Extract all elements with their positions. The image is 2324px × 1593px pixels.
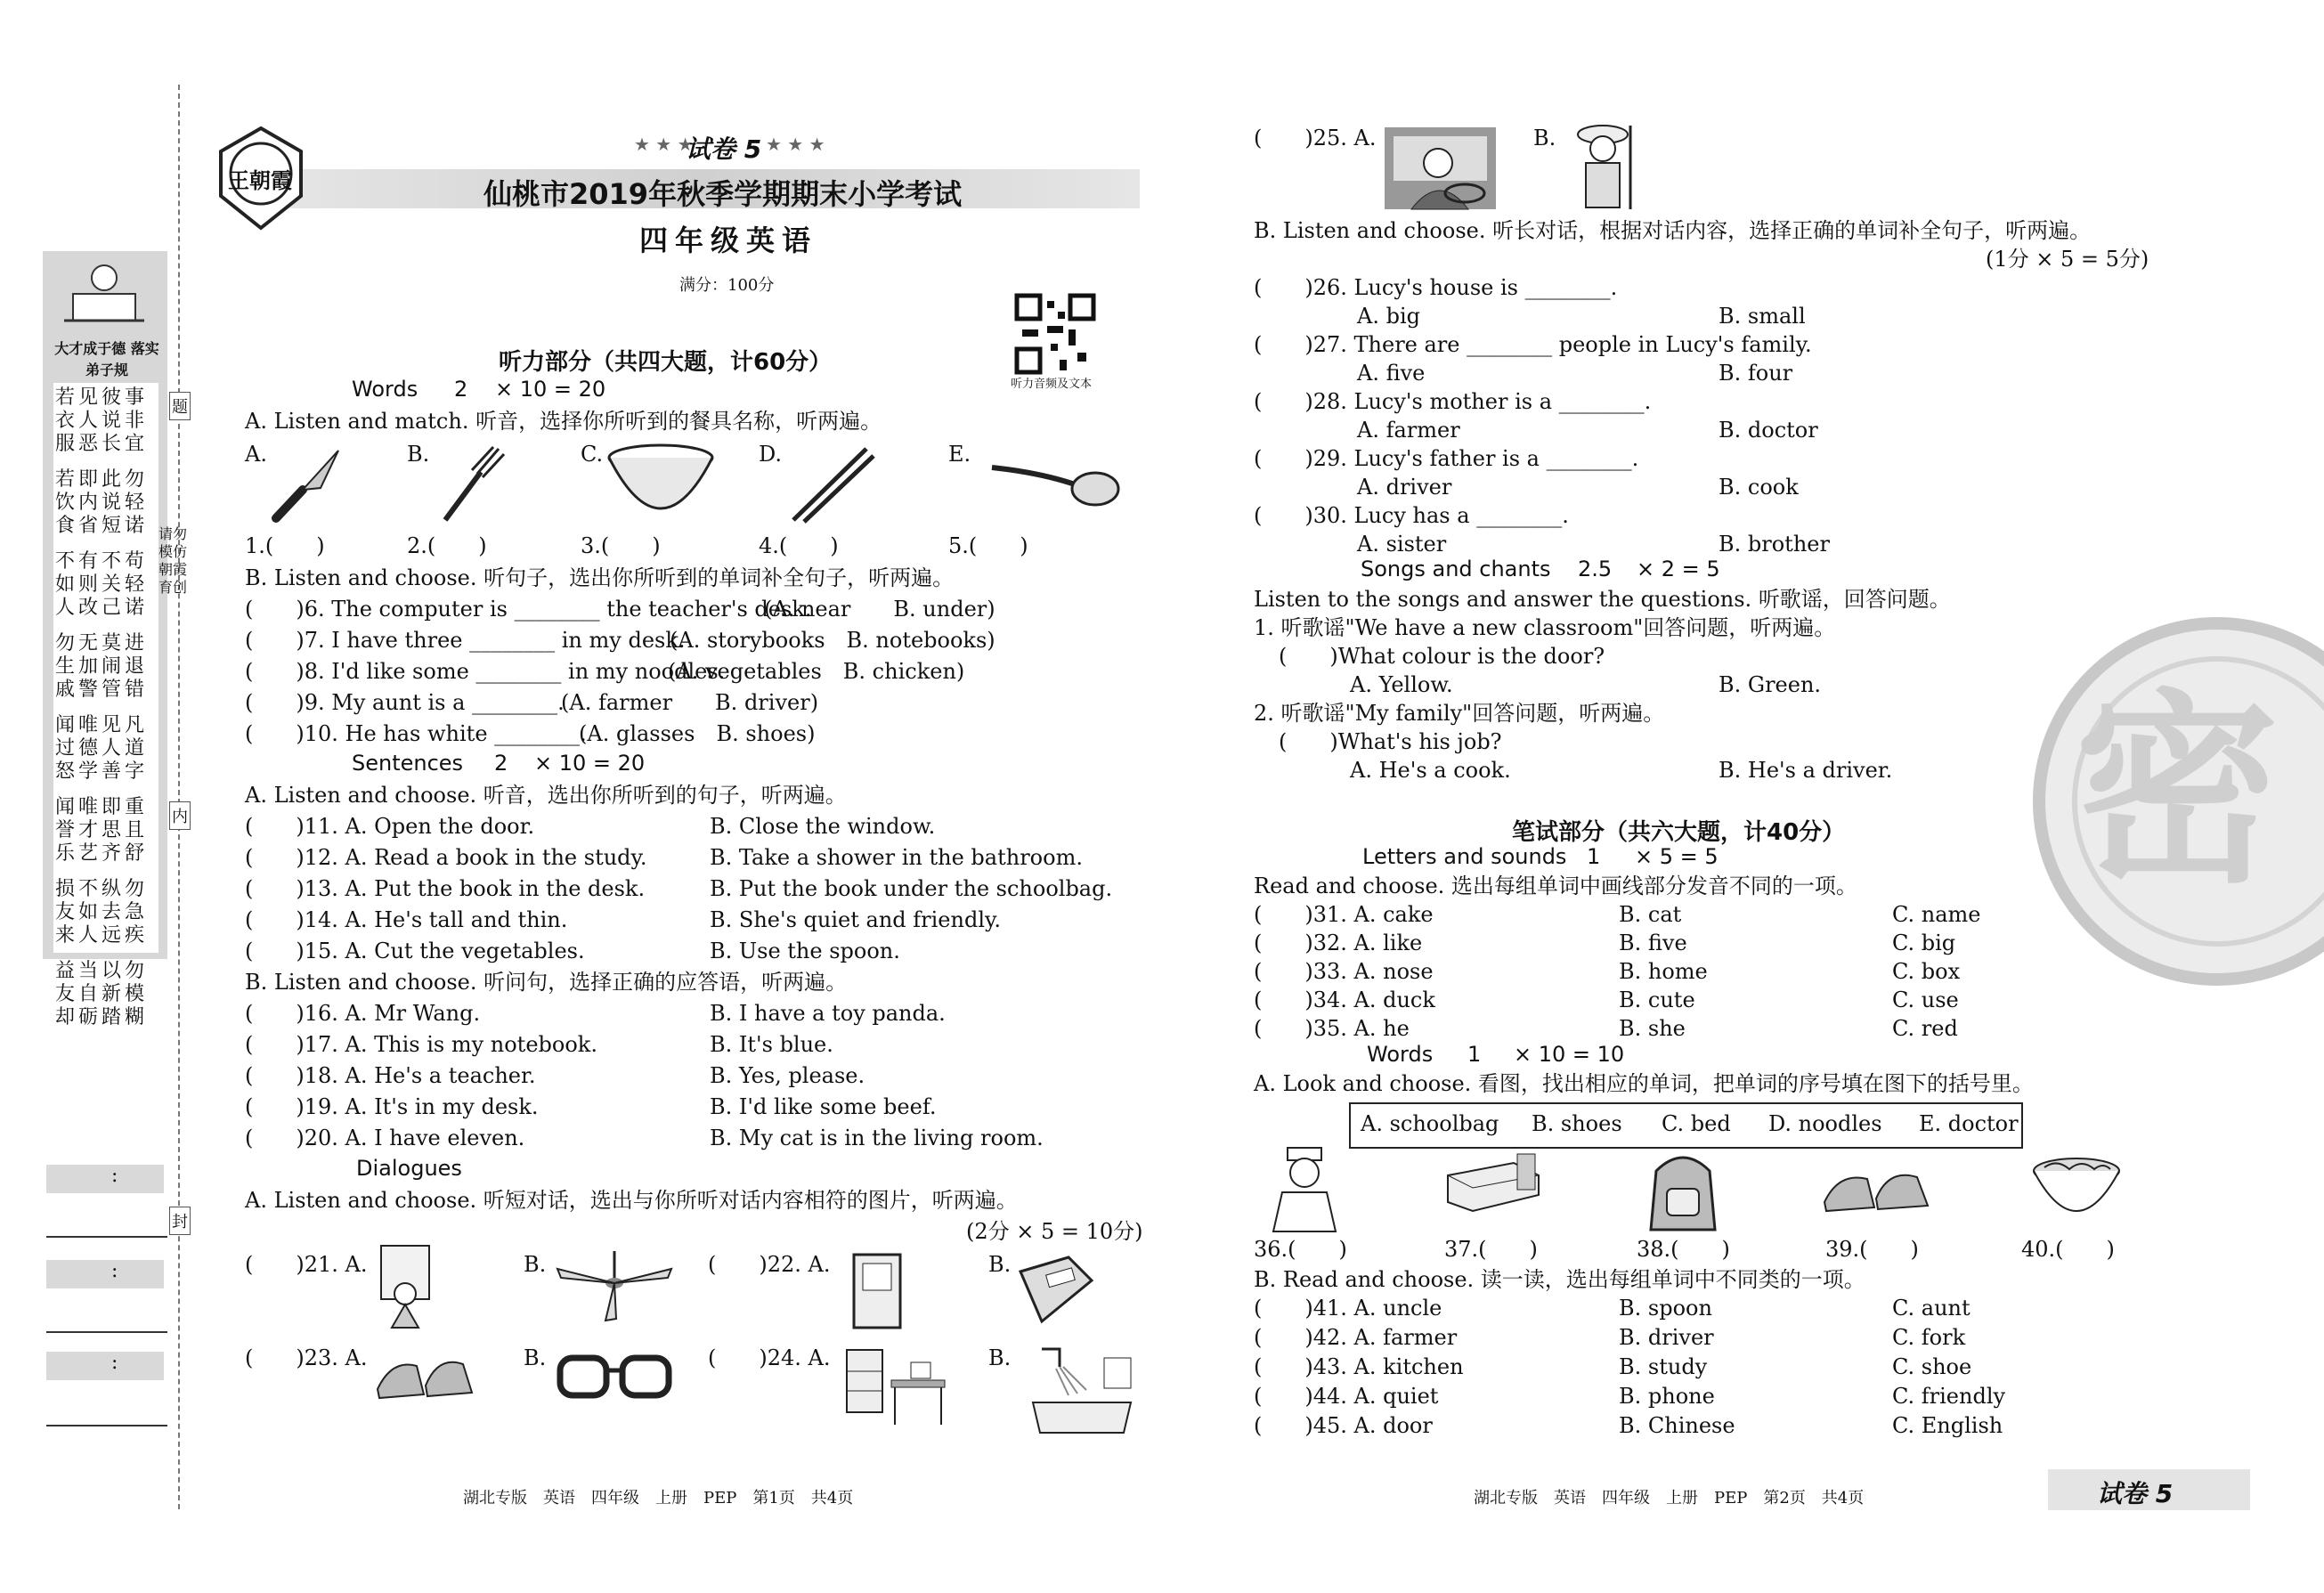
poem-line: 不有不苟 [55,550,149,573]
poem-line: 闻唯即重 [55,796,149,818]
question-24: ( )24. A. [708,1345,831,1370]
song-1-question: ( )What colour is the door? [1279,644,1605,669]
sentences-head-score: 2 [494,751,508,776]
question-15-b: B. Use the spoon. [710,939,900,963]
exam-title: 仙桃市2019年秋季学期期末小学考试 [483,177,963,211]
section-A-instruction: A. Listen and match. 听音，选择你所听到的餐具名称，听两遍。 [245,409,882,434]
answer-blank[interactable]: 40.( ) [2021,1237,2115,1262]
question-26-b: B. small [1719,304,1806,329]
word-bank-item: A. schoolbag [1361,1111,1499,1136]
qr-caption: 听力音频及文本 [1011,378,1093,391]
poem-line: 却砺踏糊 [55,1006,149,1028]
question-12-a: ( )12. A. Read a book in the study. [245,845,647,870]
page-footer-right: 湖北专版 英语 四年级 上册 PEP 第2页 共4页 [1474,1489,1865,1508]
question-27-b: B. four [1719,361,1793,386]
option-b-label: B. [988,1345,1012,1370]
poem-line: 若即此勿 [55,468,149,491]
question-42-c: C. fork [1892,1325,1966,1350]
storybook-icon [1015,1254,1095,1325]
shoes-icon [374,1345,476,1407]
question-11-a: ( )11. A. Open the door. [245,814,535,839]
question-41-b: B. spoon [1619,1296,1712,1321]
question-16-b: B. I have a toy panda. [710,1001,946,1026]
field-underline [46,1425,167,1426]
poem-columns [55,386,157,1029]
question-32-a: ( )32. A. like [1254,931,1423,955]
option-b-label: B. [988,1252,1012,1277]
question-27: ( )27. There are ________ people in Lucy's family. [1254,332,1812,357]
field-underline [46,1236,167,1238]
song-1-prompt: 1. 听歌谣"We have a new classroom"回答问题，听两遍。 [1254,615,1836,640]
question-29-b: B. cook [1719,475,1799,500]
option-b-label: B. [1533,126,1556,150]
poem-line: 来人远疾 [55,924,149,947]
corner-label: 试卷 5 [2097,1479,2174,1508]
bathroom-icon [1024,1340,1140,1438]
question-28: ( )28. Lucy's mother is a ________. [1254,389,1652,414]
words-head-score: 2 [454,377,468,402]
poem-line: 怒学善字 [55,760,149,783]
question-43-c: C. shoe [1892,1354,1972,1379]
poem-line: 衣人说非 [55,410,149,432]
seal-char: 密 [2075,673,2280,911]
question-35-a: ( )35. A. he [1254,1016,1410,1041]
question-43-b: B. study [1619,1354,1708,1379]
answer-blank[interactable]: 36.( ) [1254,1237,1347,1262]
question-19-a: ( )19. A. It's in my desk. [245,1094,539,1119]
option-b-label: B. [524,1252,547,1277]
noodles-icon [2030,1153,2124,1224]
page-footer-left: 湖北专版 英语 四年级 上册 PEP 第1页 共4页 [463,1489,854,1508]
question-29-a: A. driver [1357,475,1452,500]
question-29: ( )29. Lucy's father is a ________. [1254,446,1639,471]
word-bank-item: D. noodles [1768,1111,1882,1136]
number-field[interactable] [46,1352,164,1380]
songs-instruction: Listen to the songs and answer the questions. 听歌谣，回答问题。 [1254,587,1951,612]
shoes-icon [1821,1158,1932,1220]
option-b-label: B. [524,1345,547,1370]
question-17-a: ( )17. A. This is my notebook. [245,1032,597,1057]
words-head-total: × 10 = 20 [495,377,606,402]
question-41-a: ( )41. A. uncle [1254,1296,1442,1321]
poem-line: 勿无莫进 [55,632,149,654]
option-letter: B. [407,442,430,467]
question-16-a: ( )16. A. Mr Wang. [245,1001,481,1026]
letters-head-total: × 5 = 5 [1635,844,1719,869]
dialogues-head: Dialogues [356,1156,462,1181]
name-field[interactable] [46,1260,164,1288]
qr-code-icon [1015,294,1095,374]
question-34-c: C. use [1892,987,1959,1012]
dialogues-instruction: A. Listen and choose. 听短对话，选出与你所听对话内容相符的图片，听两遍。 [245,1188,1018,1213]
poem-line: 乐艺齐舒 [55,842,149,865]
question-9-options: (A. farmer B. driver) [561,690,819,715]
question-21: ( )21. A. [245,1252,368,1277]
song-2-b: B. He's a driver. [1719,758,1893,783]
logo-text: 王朝霞 [228,168,292,193]
question-42-a: ( )42. A. farmer [1254,1325,1458,1350]
writing-title: 笔试部分（共六大题，计40分） [1512,819,1846,846]
poem-line: 友如去急 [55,901,149,923]
poem-line: 誉才思且 [55,819,149,841]
question-18-b: B. Yes, please. [710,1063,865,1088]
words2-A-instruction: A. Look and choose. 看图，找出相应的单词，把单词的序号填在图下的括号里。 [1254,1071,2034,1096]
question-45-a: ( )45. A. door [1254,1413,1433,1438]
question-44-a: ( )44. A. quiet [1254,1384,1439,1409]
question-8-options: (A. vegetables B. chicken) [668,659,965,684]
words2-head-score: 1 [1467,1042,1482,1067]
field-colon: : [111,1260,118,1282]
field-underline [46,1331,167,1333]
star-row: ★ ★ ★ [634,134,694,155]
fork-icon [436,445,508,525]
word-bank-item: C. bed [1662,1111,1731,1136]
dialogues-score: (2分 × 5 = 10分) [966,1219,1143,1244]
notebook-icon [850,1251,904,1331]
question-13-a: ( )13. A. Put the book in the desk. [245,876,646,901]
question-18-a: ( )18. A. He's a teacher. [245,1063,536,1088]
letters-head-score: 1 [1587,844,1601,869]
question-45-b: B. Chinese [1619,1413,1735,1438]
words2-head-label: Words [1367,1042,1434,1067]
word-bank-item: B. shoes [1532,1111,1622,1136]
answer-blank[interactable]: 39.( ) [1825,1237,1919,1262]
question-8: ( )8. I'd like some ________ in my noodles. [245,659,726,684]
knife-icon [267,445,347,525]
question-41-c: C. aunt [1892,1296,1971,1321]
question-43-a: ( )43. A. kitchen [1254,1354,1464,1379]
section-B-instruction: B. Listen and choose. 听句子，选出你所听到的单词补全句子，听两遍。 [245,565,955,590]
letters-head-label: Letters and sounds [1362,844,1567,869]
answer-blank[interactable]: 1.( ) [245,533,325,558]
poem-line: 如则关轻 [55,573,149,596]
answer-blank[interactable]: 37.( ) [1444,1237,1538,1262]
long-dialogue-score: (1分 × 5 = 5分) [1986,247,2149,272]
answer-blank[interactable]: 5.( ) [948,533,1028,558]
series-label: 试卷 5 [686,134,762,164]
words2-head-total: × 10 = 10 [1514,1042,1625,1067]
poem-line: 若见彼事 [55,386,149,409]
poem-line: 益当以勿 [55,960,149,982]
subject-title: 四年级英语 [639,224,818,257]
option-letter: D. [759,442,783,467]
side-label: 题 [169,392,191,420]
question-7-options: (A. storybooks B. notebooks) [670,628,995,653]
question-9: ( )9. My aunt is a ________. [245,690,565,715]
question-22: ( )22. A. [708,1252,831,1277]
poem-line: 食省短诺 [55,515,149,537]
driver-icon [1385,127,1496,209]
question-23: ( )23. A. [245,1345,368,1370]
poem-line: 戚警管错 [55,679,149,701]
question-11-b: B. Close the window. [710,814,936,839]
glasses-icon [557,1349,672,1402]
question-35-b: B. she [1619,1016,1686,1041]
question-35-c: C. red [1892,1016,1958,1041]
long-dialogue-instruction: B. Listen and choose. 听长对话，根据对话内容，选择正确的单词补全句子，听两遍。 [1254,218,2092,243]
question-17-b: B. It's blue. [710,1032,833,1057]
schoolbag-icon [1638,1144,1727,1238]
poem-line: 损不纵勿 [55,878,149,900]
songs-head-total: × 2 = 5 [1637,557,1720,581]
question-30-b: B. brother [1719,532,1830,557]
poem-line: 饮内说轻 [55,492,149,514]
question-30-a: A. sister [1357,532,1447,557]
full-score: 满分：100分 [679,276,775,295]
sentences-B-instruction: B. Listen and choose. 听问句，选择正确的应答语，听两遍。 [245,970,848,995]
songs-head-label: Songs and chants [1361,557,1551,581]
question-42-b: B. driver [1619,1325,1714,1350]
answer-blank[interactable]: 3.( ) [581,533,661,558]
field-colon: : [111,1165,118,1187]
binding-dashed-line [178,85,180,1509]
class-field[interactable] [46,1165,164,1193]
question-10: ( )10. He has white ________. [245,721,587,746]
words-head-label: Words [352,377,418,402]
question-20-a: ( )20. A. I have eleven. [245,1126,525,1150]
question-31-a: ( )31. A. cake [1254,902,1434,927]
doctor-icon [1264,1144,1345,1233]
listening-title: 听力部分（共四大题，计60分） [499,349,833,376]
motto-figure-icon [55,258,153,329]
ceiling-fan-icon [552,1251,677,1322]
song-1-b: B. Green. [1719,672,1822,697]
question-34-a: ( )34. A. duck [1254,987,1435,1012]
study-room-icon [841,1345,953,1434]
question-6: ( )6. The computer is ________ the teacher's desk. [245,597,812,622]
question-27-a: A. five [1357,361,1426,386]
question-26: ( )26. Lucy's house is ________. [1254,275,1618,300]
chopsticks-icon [788,445,877,525]
question-32-c: C. big [1892,931,1956,955]
bed-icon [1442,1149,1545,1220]
girl-at-window-icon [374,1242,436,1331]
letters-instruction: Read and choose. 选出每组单词中画线部分发音不同的一项。 [1254,874,1857,898]
poem-line: 人改己诺 [55,597,149,619]
songs-head-score: 2.5 [1578,557,1613,581]
poem-line: 服恶长宜 [55,433,149,455]
question-31-b: B. cat [1619,902,1682,927]
field-colon: : [111,1352,118,1374]
song-2-a: A. He's a cook. [1350,758,1511,783]
question-44-b: B. phone [1619,1384,1715,1409]
star-row: ★ ★ ★ [766,134,825,155]
question-31-c: C. name [1892,902,1981,927]
option-letter: A. [245,442,267,467]
poem-line: 闻唯见凡 [55,714,149,736]
question-34-b: B. cute [1619,987,1695,1012]
question-28-b: B. doctor [1719,418,1818,443]
question-10-options: (A. glasses B. shoes) [579,721,816,746]
side-label: 内 [169,801,191,830]
sentences-A-instruction: A. Listen and choose. 听音，选出你所听到的句子，听两遍。 [245,783,847,808]
question-32-b: B. five [1619,931,1687,955]
question-25: ( )25. A. [1254,126,1377,150]
words2-B-instruction: B. Read and choose. 读一读，选出每组单词中不同类的一项。 [1254,1267,1865,1292]
side-note: 请勿模仿 朝霞育创 [158,525,188,596]
question-45-c: C. English [1892,1413,2003,1438]
question-7: ( )7. I have three ________ in my desk. [245,628,686,653]
question-33-a: ( )33. A. nose [1254,959,1434,984]
option-letter: C. [581,442,604,467]
song-1-a: A. Yellow. [1350,672,1453,697]
question-6-options: (A. near B. under) [764,597,995,622]
question-33-c: C. box [1892,959,1961,984]
answer-blank[interactable]: 4.( ) [759,533,839,558]
question-30: ( )30. Lucy has a ________. [1254,503,1569,528]
farmer-icon [1563,120,1647,214]
question-20-b: B. My cat is in the living room. [710,1126,1044,1150]
answer-blank[interactable]: 38.( ) [1637,1237,1730,1262]
question-12-b: B. Take a shower in the bathroom. [710,845,1083,870]
poem-line: 友自新模 [55,983,149,1005]
question-13-b: B. Put the book under the schoolbag. [710,876,1113,901]
word-bank-item: E. doctor [1919,1111,2019,1136]
spoon-icon [988,459,1122,512]
bowl-icon [605,443,717,524]
question-28-a: A. farmer [1357,418,1460,443]
poem-line: 过德人道 [55,737,149,760]
question-14-a: ( )14. A. He's tall and thin. [245,907,568,932]
song-2-question: ( )What's his job? [1279,729,1502,754]
question-14-b: B. She's quiet and friendly. [710,907,1001,932]
question-44-c: C. friendly [1892,1384,2006,1409]
song-2-prompt: 2. 听歌谣"My family"回答问题，听两遍。 [1254,701,1665,726]
question-15-a: ( )15. A. Cut the vegetables. [245,939,585,963]
side-label: 封 [169,1207,191,1235]
question-33-b: B. home [1619,959,1708,984]
poem-line: 生加闹退 [55,655,149,678]
option-letter: E. [948,442,971,467]
sentences-head-total: × 10 = 20 [534,751,646,776]
answer-blank[interactable]: 2.( ) [407,533,487,558]
motto-text: 大才成于德 落实弟子规 [54,340,159,378]
question-19-b: B. I'd like some beef. [710,1094,937,1119]
sentences-head-label: Sentences [352,751,464,776]
question-26-a: A. big [1357,304,1420,329]
